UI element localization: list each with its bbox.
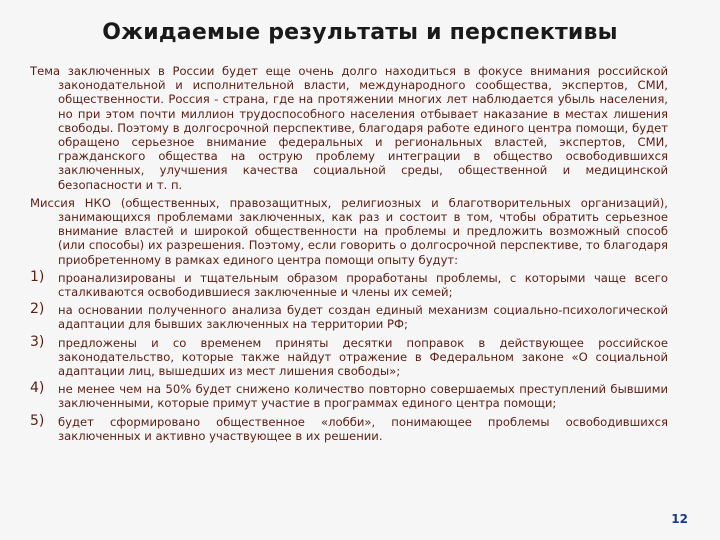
list-text: будет сформировано общественное «лобби», понимающее проблемы освободившихся заключенных и активно участвующее в их решении. <box>58 414 668 443</box>
list-number: 3) <box>30 333 45 350</box>
paragraph-nko-mission: Миссия НКО (общественных, правозащитных, религиозных и благотворительных организаций), занимающихся проблемами заключенных, как раз и состоит в том, чтобы обратить серьезное внимание властей и широкой общественности на проблемы и предложить возможный способ (или способы) их разрешения. Поэтому, если говорить о долгосрочной перспективе, то благодаря приобретенному в рамках единого центра помощи опыту будут: <box>30 195 668 267</box>
paragraph-prisoners-topic: Тема заключенных в России будет еще очень долго находиться в фокусе внимания российской законодательной и исполнительной власти, международного сообщества, экспертов, СМИ, общественности. Россия - страна, где на протяжении многих лет наблюдается убыль населения, но при этом почти миллион трудоспособного населения отбывает наказание в местах лишения свободы. Поэтому в долгосрочной перспективе, благодаря работе единого центра помощи, будет обращено серьезное внимание федеральных и региональных властей, экспертов, СМИ, гражданского общества на острую проблему интеграции в общество освободившихся заключенных, улучшения качества социальной среды, общественной и медицинской безопасности и т. п. <box>30 64 668 192</box>
list-item <box>30 268 668 300</box>
slide-title: Ожидаемые результаты и перспективы <box>102 20 618 45</box>
list-item <box>30 333 668 379</box>
list-text: на основании полученного анализа будет создан единый механизм социально-психологической адаптации для бывших заключенных на территории РФ; <box>58 303 668 332</box>
list-item <box>30 412 668 443</box>
list-number: 1) <box>30 268 45 285</box>
list-number: 4) <box>30 380 45 397</box>
page-number: 12 <box>671 512 688 526</box>
results-list <box>30 268 668 443</box>
list-number: 5) <box>30 412 45 429</box>
list-item <box>30 303 668 331</box>
list-text: не менее чем на 50% будет снижено количество повторно совершаемых преступлений бывшими заключенными, которые примут участие в программах единого центра помощи; <box>58 382 668 411</box>
list-item <box>30 382 668 410</box>
list-number: 2) <box>30 301 45 318</box>
slide-content <box>30 64 668 447</box>
list-text: проанализированы и тщательным образом проработаны проблемы, с которыми чаще всего сталкиваются освободившиеся заключенные и члены их семей; <box>58 270 668 300</box>
list-text: предложены и со временем приняты десятки поправок в действующее российское законодательство, которые также найдут отражение в Федеральном законе «О социальной адаптации лиц, вышедших из мест лишения свободы»; <box>58 335 668 379</box>
